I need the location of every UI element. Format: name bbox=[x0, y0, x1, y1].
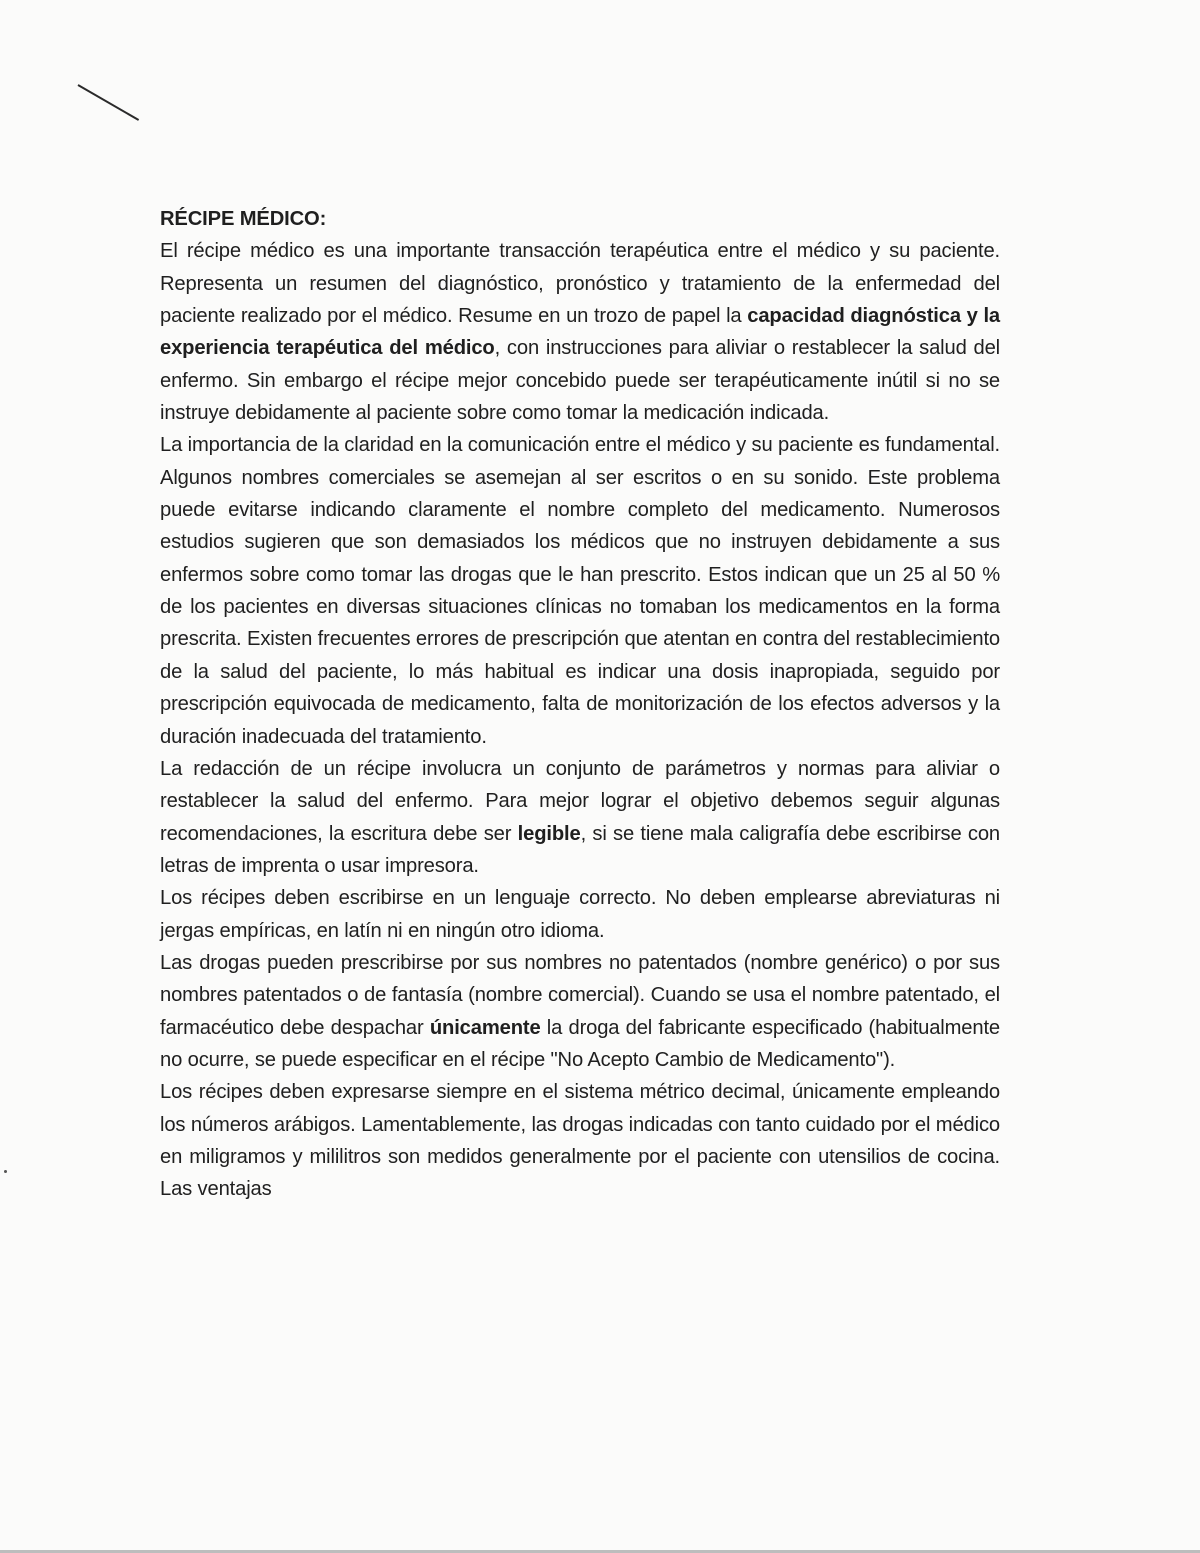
paragraph-2 bbox=[160, 429, 1000, 752]
text-run: La importancia de la claridad en la comunicación entre el médico y su paciente es fundamental. Algunos nombres comerciales se asemejan al ser escritos o en su sonido. Este problema puede evitarse indicando claramente el nombre completo del medicamento. Numerosos estudios sugieren que son demasiados los médicos que no instruyen debidamente a sus enfermos sobre como tomar las drogas que le han prescrito. Estos indican que un 25 al 50 % de los pacientes en diversas situaciones clínicas no tomaban los medicamentos en la forma prescrita. Existen frecuentes errores de prescripción que atentan en contra del restablecimiento de la salud del paciente, lo más habitual es indicar una dosis inapropiada, seguido por prescripción equivocada de medicamento, falta de monitorización de los efectos adversos y la duración inadecuada del tratamiento. bbox=[160, 434, 1000, 748]
margin-dot bbox=[4, 1170, 7, 1173]
document-body bbox=[160, 203, 1000, 1206]
document-title: RÉCIPE MÉDICO: bbox=[160, 208, 327, 230]
paragraph-1 bbox=[160, 235, 1000, 429]
pen-stroke-mark bbox=[78, 84, 140, 121]
text-run: , con instrucciones para aliviar o restablecer la salud del enfermo. Sin embargo el récipe mejor concebido puede ser terapéuticamente inútil si no se instruye debidamente al paciente sobre como tomar la medicación indicada. bbox=[160, 337, 1000, 425]
text-run: Los récipes deben expresarse siempre en el sistema métrico decimal, únicamente empleando los números arábigos. Lamentablemente, las drogas indicadas con tanto cuidado por el médico en miligramos y mililitros son medidos generalmente por el paciente con utensilios de cocina. Las ventajas bbox=[160, 1081, 1000, 1201]
bold-text: legible bbox=[517, 822, 581, 845]
bold-text: capacidad diagnóstica y la experiencia terapéutica del médico bbox=[160, 305, 1000, 360]
paragraph-4 bbox=[160, 882, 1000, 947]
text-run: Las drogas pueden prescribirse por sus nombres no patentados (nombre genérico) o por sus nombres patentados o de fantasía (nombre comercial). Cuando se usa el nombre patentado, el farmacéutico debe despachar bbox=[160, 951, 1000, 1039]
text-run: la droga del fabricante especificado (habitualmente no ocurre, se puede especificar en el récipe "No Acepto Cambio de Medicamento"). bbox=[160, 1016, 1000, 1071]
paragraph-3 bbox=[160, 753, 1000, 882]
paragraph-5 bbox=[160, 947, 1000, 1076]
text-run: , si se tiene mala caligrafía debe escribirse con letras de imprenta o usar impresora. bbox=[160, 822, 1000, 877]
text-run: Los récipes deben escribirse en un lenguaje correcto. No deben emplearse abreviaturas ni jergas empíricas, en latín ni en ningún otro idioma. bbox=[160, 887, 1000, 942]
paragraph-list bbox=[160, 235, 1000, 1205]
text-run: La redacción de un récipe involucra un conjunto de parámetros y normas para aliviar o restablecer la salud del enfermo. Para mejor lograr el objetivo debemos seguir algunas recomendaciones, la escritura debe ser bbox=[160, 757, 1000, 845]
text-run: El récipe médico es una importante transacción terapéutica entre el médico y su paciente. Representa un resumen del diagnóstico, pronóstico y tratamiento de la enfermedad del paciente realizado por el médico. Resume en un trozo de papel la bbox=[160, 240, 1000, 328]
bold-text: únicamente bbox=[429, 1016, 541, 1039]
paragraph-6 bbox=[160, 1076, 1000, 1205]
